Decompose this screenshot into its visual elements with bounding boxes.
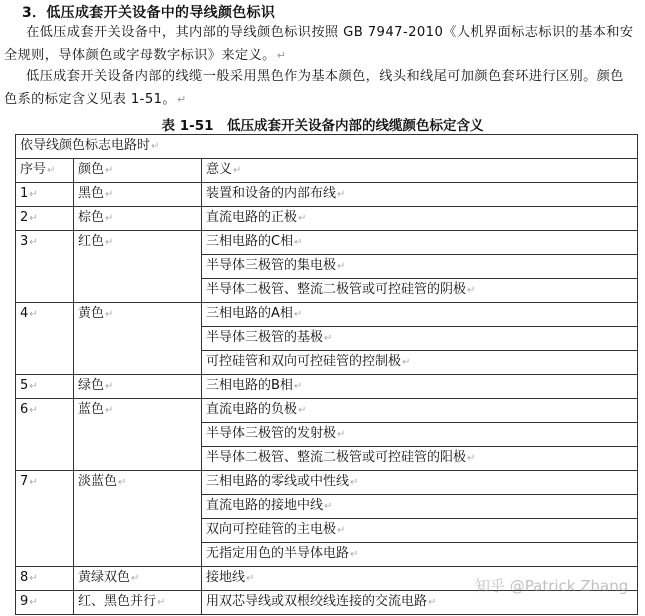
row-meaning: 可控硅管和双向可控硅管的控制极↵	[202, 351, 638, 375]
row-meaning: 半导体二极管、整流二极管或可控硅管的阴极↵	[202, 279, 638, 303]
row-number: 5↵	[16, 375, 74, 399]
section-heading: 3．低压成套开关设备中的导线颜色标识	[22, 5, 276, 21]
table-row	[16, 207, 638, 231]
row-meaning: 半导体二极管、整流二极管或可控硅管的阳极↵	[202, 447, 638, 471]
row-number: 3↵	[16, 231, 74, 303]
header-color: 颜色↵	[74, 159, 202, 183]
row-color: 红色↵	[74, 231, 202, 303]
row-number: 8↵	[16, 567, 74, 591]
header-meaning: 意义↵	[202, 159, 638, 183]
header-no: 序号↵	[16, 159, 74, 183]
paragraph-2: 低压成套开关设备内部的线缆一般采用黑色作为基本颜色，线头和线尾可加颜色套环进行区别。颜色色系的标定含义见表 1-51。↵	[4, 69, 624, 107]
table-row	[16, 399, 638, 423]
row-number: 6↵	[16, 399, 74, 471]
row-color: 红、黑色并行↵	[74, 591, 202, 615]
row-meaning: 三相电路的C相↵	[202, 231, 638, 255]
row-number: 7↵	[16, 471, 74, 567]
row-color: 淡蓝色↵	[74, 471, 202, 567]
header-row	[16, 159, 638, 183]
row-color: 棕色↵	[74, 207, 202, 231]
row-meaning: 直流电路的接地中线↵	[202, 495, 638, 519]
row-meaning: 用双芯导线或双根绞线连接的交流电路↵	[202, 591, 638, 615]
table-row	[16, 471, 638, 495]
row-color: 黄绿双色↵	[74, 567, 202, 591]
row-color: 黑色↵	[74, 183, 202, 207]
row-meaning: 半导体三极管的发射极↵	[202, 423, 638, 447]
row-color: 绿色↵	[74, 375, 202, 399]
table-caption: 表 1-51 低压成套开关设备内部的线缆颜色标定含义	[161, 118, 484, 134]
row-meaning: 无指定用色的半导体电路↵	[202, 543, 638, 567]
row-number: 9↵	[16, 591, 74, 615]
row-meaning: 三相电路的B相↵	[202, 375, 638, 399]
row-color: 黄色↵	[74, 303, 202, 375]
row-number: 2↵	[16, 207, 74, 231]
row-meaning: 直流电路的正极↵	[202, 207, 638, 231]
table-row	[16, 303, 638, 327]
row-meaning: 三相电路的零线或中性线↵	[202, 471, 638, 495]
row-color: 蓝色↵	[74, 399, 202, 471]
row-meaning: 直流电路的负极↵	[202, 399, 638, 423]
row-meaning: 接地线↵	[202, 567, 638, 591]
wire-color-table	[15, 134, 638, 615]
table-row	[16, 183, 638, 207]
section-cell: 依导线颜色标志电路时↵	[16, 135, 638, 159]
row-meaning: 半导体三极管的集电极↵	[202, 255, 638, 279]
watermark: 知乎 @Patrick Zhang	[475, 577, 629, 595]
table-row	[16, 231, 638, 255]
row-meaning: 三相电路的A相↵	[202, 303, 638, 327]
section-row	[16, 135, 638, 159]
row-meaning: 装置和设备的内部布线↵	[202, 183, 638, 207]
row-number: 4↵	[16, 303, 74, 375]
table-row	[16, 375, 638, 399]
row-meaning: 双向可控硅管的主电极↵	[202, 519, 638, 543]
row-meaning: 半导体三极管的基极↵	[202, 327, 638, 351]
row-number: 1↵	[16, 183, 74, 207]
paragraph-1: 在低压成套开关设备中，其内部的导线颜色标识按照 GB 7947-2010《人机界面标志标识的基本和安全规则，导体颜色或字母数字标识》来定义。↵	[4, 25, 634, 63]
